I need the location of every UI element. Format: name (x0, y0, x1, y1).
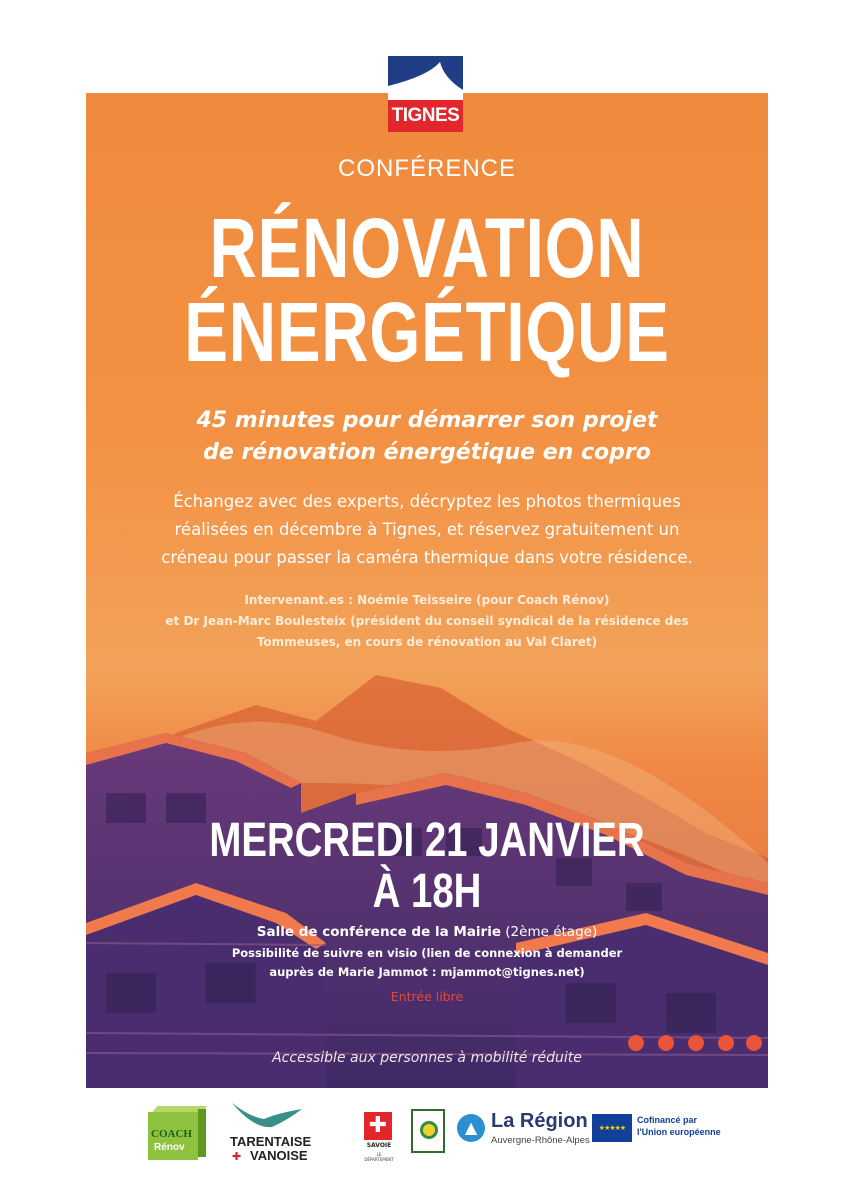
savoie-shield-icon: ✚ (364, 1112, 392, 1140)
coach-renov-logo (148, 1106, 206, 1160)
subtitle-line1: 45 minutes pour démarrer son projet (196, 408, 658, 433)
event-date: MERCREDI 21 JANVIER (209, 814, 645, 867)
speakers-line3: Tommeuses, en cours de rénovation au Val Claret) (256, 635, 598, 649)
tarentaise-line2: VANOISE (250, 1148, 308, 1163)
accessibility-note: Accessible aux personnes à mobilité réduite (272, 1050, 582, 1066)
event-title-line2: ÉNERGÉTIQUE (184, 285, 670, 379)
partner-logos (0, 1095, 849, 1175)
description-line1: Échangez avec des experts, décryptez les photos thermiques (173, 492, 681, 511)
subtitle-line2: de rénovation énergétique en copro (203, 440, 651, 465)
venue-name: Salle de conférence de la Mairie (256, 924, 501, 940)
speakers-line1: Intervenant.es : Noémie Teisseire (pour Coach Rénov) (244, 593, 610, 607)
tarentaise-line1: TARENTAISE (230, 1134, 312, 1149)
region-aura-logo (457, 1110, 590, 1150)
event-description (86, 488, 768, 572)
description-line3: créneau pour passer la caméra thermique dans votre résidence. (161, 548, 693, 567)
venue-floor: (2ème étage) (501, 924, 598, 940)
savoie-departement-logo (362, 1112, 396, 1162)
coach-logo-line1: COACH (151, 1128, 192, 1140)
event-speakers (86, 590, 768, 653)
event-time: À 18H (372, 865, 482, 918)
event-kicker: CONFÉRENCE (337, 155, 516, 182)
tignes-logo (388, 56, 463, 132)
event-title-line1: RÉNOVATION (209, 201, 645, 295)
free-entry: Entrée libre (390, 989, 464, 1004)
tignes-logo-text: TIGNES (388, 100, 463, 132)
region-subtitle: Auvergne-Rhône-Alpes (491, 1135, 590, 1146)
visio-info (86, 944, 768, 982)
eu-flag-icon: ★★★★★ (592, 1114, 632, 1142)
tignes-logo-mountain-icon (388, 56, 463, 100)
savoie-cross-icon: ✚ (232, 1150, 242, 1163)
region-icon: ▲ (457, 1114, 485, 1142)
visio-line2: auprès de Marie Jammot : mjammot@tignes.net) (269, 965, 585, 979)
visio-line1: Possibilité de suivre en visio (lien de connexion à demander (231, 946, 623, 960)
description-line2: réalisées en décembre à Tignes, et réservez gratuitement un (174, 520, 680, 539)
event-subtitle (86, 405, 768, 469)
eu-line2: l'Union européenne (637, 1127, 721, 1137)
bird-icon (230, 1099, 310, 1133)
tarentaise-vanoise-logo (228, 1099, 338, 1169)
eu-cofunding-logo (592, 1113, 732, 1149)
leader-logo (411, 1109, 445, 1153)
savoie-label: SAVOIE (366, 1142, 392, 1149)
event-venue (86, 922, 768, 942)
speakers-line2: et Dr Jean-Marc Boulesteix (président du conseil syndical de la résidence des (165, 614, 689, 628)
region-title: La Région (491, 1110, 588, 1132)
savoie-sublabel: LE DÉPARTEMENT (364, 1152, 394, 1162)
coach-logo-line2: Rénov (154, 1142, 185, 1153)
eu-line1: Cofinancé par (637, 1115, 698, 1125)
